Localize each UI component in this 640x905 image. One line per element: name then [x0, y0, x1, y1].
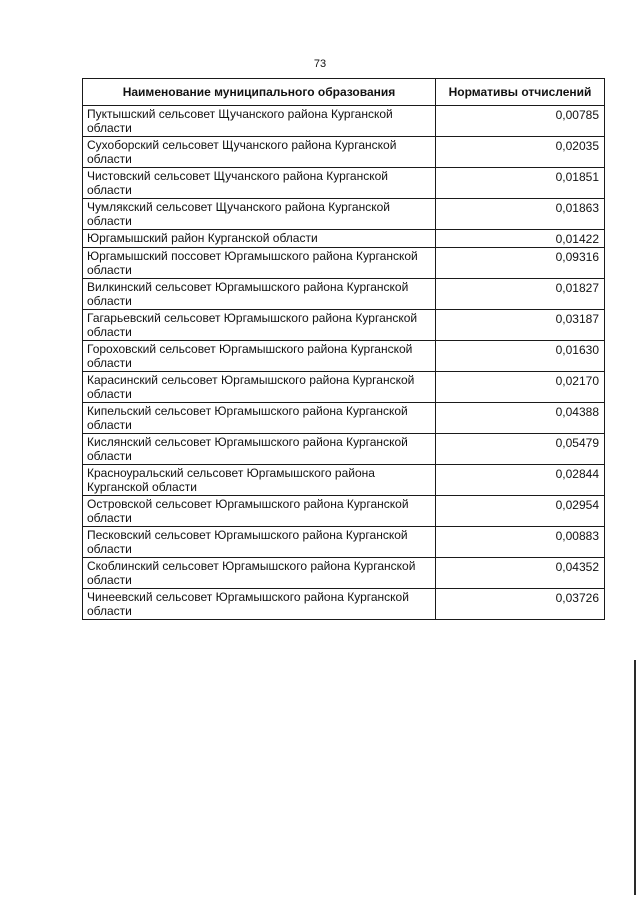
- municipality-name-cell: Юргамышский поссовет Юргамышского района Курганской области: [83, 248, 436, 279]
- municipality-name-cell: Красноуральский сельсовет Юргамышского района Курганской области: [83, 465, 436, 496]
- table-row: [83, 527, 605, 558]
- deduction-norm-cell: 0,04352: [436, 558, 605, 589]
- table-row: [83, 558, 605, 589]
- table-row: [83, 106, 605, 137]
- deduction-norm-cell: 0,01630: [436, 341, 605, 372]
- municipality-name-cell: Чистовский сельсовет Щучанского района Курганской области: [83, 168, 436, 199]
- table-row: [83, 341, 605, 372]
- table-row: [83, 199, 605, 230]
- municipality-name-cell: Кипельский сельсовет Юргамышского района Курганской области: [83, 403, 436, 434]
- deduction-norm-cell: 0,02035: [436, 137, 605, 168]
- deduction-norm-cell: 0,05479: [436, 434, 605, 465]
- table-row: [83, 589, 605, 620]
- municipality-name-cell: Чумлякский сельсовет Щучанского района Курганской области: [83, 199, 436, 230]
- header-municipality-name: Наименование муниципального образования: [83, 79, 436, 106]
- deduction-norm-cell: 0,09316: [436, 248, 605, 279]
- table-row: [83, 310, 605, 341]
- table-row: [83, 168, 605, 199]
- deduction-norm-cell: 0,03726: [436, 589, 605, 620]
- municipality-name-cell: Гагарьевский сельсовет Юргамышского района Курганской области: [83, 310, 436, 341]
- scan-edge-mark: [634, 660, 636, 895]
- deduction-norm-cell: 0,03187: [436, 310, 605, 341]
- municipality-name-cell: Карасинский сельсовет Юргамышского района Курганской области: [83, 372, 436, 403]
- deduction-norm-cell: 0,01863: [436, 199, 605, 230]
- municipality-name-cell: Юргамышский район Курганской области: [83, 230, 436, 248]
- table-row: [83, 465, 605, 496]
- municipality-name-cell: Пуктышский сельсовет Щучанского района Курганской области: [83, 106, 436, 137]
- table-row: [83, 230, 605, 248]
- header-deduction-norms: Нормативы отчислений: [436, 79, 605, 106]
- deduction-norm-cell: 0,01851: [436, 168, 605, 199]
- municipality-name-cell: Кислянский сельсовет Юргамышского района Курганской области: [83, 434, 436, 465]
- municipality-name-cell: Скоблинский сельсовет Юргамышского района Курганской области: [83, 558, 436, 589]
- table-row: [83, 248, 605, 279]
- table-row: [83, 434, 605, 465]
- deduction-norm-cell: 0,01827: [436, 279, 605, 310]
- deduction-norm-cell: 0,02954: [436, 496, 605, 527]
- deduction-norm-cell: 0,00883: [436, 527, 605, 558]
- table-row: [83, 496, 605, 527]
- page-number: 73: [313, 58, 327, 70]
- table-row: [83, 279, 605, 310]
- deduction-norm-cell: 0,02844: [436, 465, 605, 496]
- deduction-norm-cell: 0,00785: [436, 106, 605, 137]
- table-row: [83, 403, 605, 434]
- table-body: [83, 106, 605, 620]
- municipality-name-cell: Островской сельсовет Юргамышского района Курганской области: [83, 496, 436, 527]
- municipality-name-cell: Вилкинский сельсовет Юргамышского района Курганской области: [83, 279, 436, 310]
- deduction-norm-cell: 0,04388: [436, 403, 605, 434]
- table-row: [83, 372, 605, 403]
- municipality-name-cell: Песковский сельсовет Юргамышского района Курганской области: [83, 527, 436, 558]
- municipality-name-cell: Чинеевский сельсовет Юргамышского района Курганской области: [83, 589, 436, 620]
- municipality-name-cell: Гороховский сельсовет Юргамышского района Курганской области: [83, 341, 436, 372]
- municipality-name-cell: Сухоборский сельсовет Щучанского района Курганской области: [83, 137, 436, 168]
- table-row: [83, 137, 605, 168]
- deduction-norm-cell: 0,02170: [436, 372, 605, 403]
- deduction-norm-cell: 0,01422: [436, 230, 605, 248]
- table-header-row: [83, 79, 605, 106]
- norms-table: [82, 78, 605, 620]
